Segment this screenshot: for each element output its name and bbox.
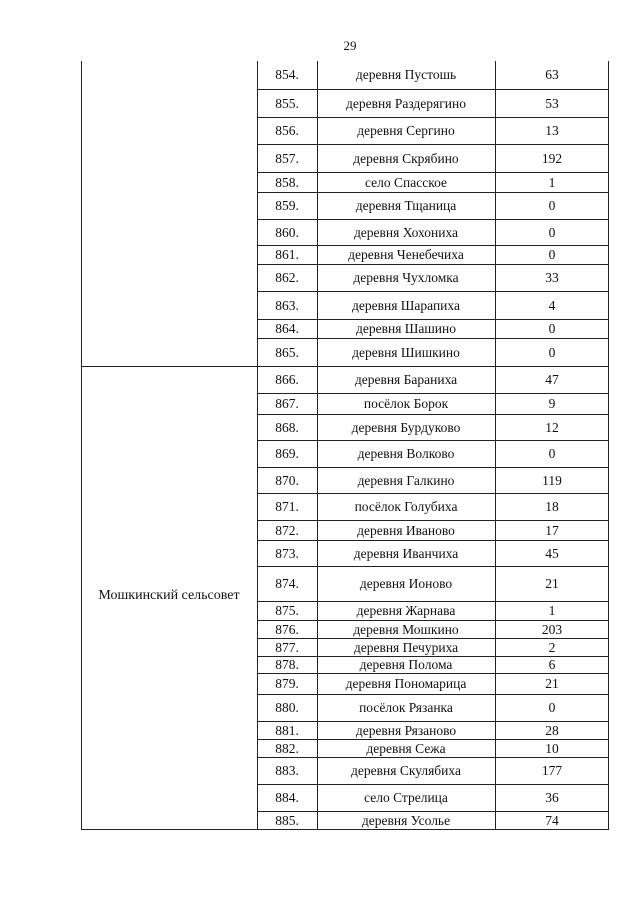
- table-row: [257, 811, 609, 830]
- table-row: [257, 291, 609, 319]
- row-number: 859.: [275, 198, 299, 213]
- settlement-name: деревня Пономарица: [345, 676, 467, 691]
- table-row: [257, 61, 609, 89]
- row-number: 858.: [275, 174, 299, 190]
- table-row: [257, 757, 609, 784]
- table-row: [257, 414, 609, 440]
- population-value: 63: [545, 67, 559, 82]
- row-number: 854.: [275, 67, 299, 82]
- settlement-name: деревня Чухломка: [353, 270, 459, 285]
- table-row: [257, 739, 609, 757]
- population-value: 47: [545, 372, 559, 387]
- row-number: 875.: [275, 603, 299, 618]
- table-left-border: [81, 61, 82, 830]
- settlement-name: деревня Шарапиха: [352, 297, 460, 313]
- settlement-name: деревня Бараниха: [354, 372, 458, 387]
- table-row: [257, 520, 609, 540]
- population-value: 18: [545, 499, 559, 514]
- settlement-name: деревня Рязаново: [355, 722, 457, 738]
- settlement-name: деревня Мошкино: [353, 621, 459, 637]
- table-row: [257, 89, 609, 117]
- population-value: 21: [545, 576, 559, 591]
- row-number: 862.: [275, 270, 299, 285]
- table-row: [257, 493, 609, 520]
- row-number: 869.: [275, 446, 299, 461]
- settlement-name: деревня Печуриха: [353, 639, 459, 655]
- row-number: 868.: [275, 419, 299, 435]
- settlement-name: деревня Скулябиха: [351, 763, 461, 778]
- row-number: 857.: [275, 150, 299, 166]
- row-number: 866.: [275, 372, 299, 387]
- settlement-name: село Спасское: [365, 174, 447, 190]
- population-value: 36: [545, 790, 559, 805]
- table-row: [257, 694, 609, 721]
- table-row: [257, 264, 609, 291]
- population-value: 0: [548, 224, 556, 240]
- settlement-name: посёлок Голубиха: [354, 499, 458, 514]
- population-value: 6: [548, 657, 556, 672]
- settlement-name: посёлок Рязанка: [359, 700, 453, 715]
- population-value: 2: [548, 639, 556, 655]
- population-value: 21: [545, 676, 559, 691]
- selsovet-divider: [81, 366, 257, 367]
- settlement-name: деревня Иваново: [357, 522, 455, 538]
- row-number: 882.: [275, 740, 299, 756]
- population-value: 74: [545, 813, 559, 828]
- settlement-name: деревня Скрябино: [353, 150, 459, 166]
- population-value: 17: [545, 522, 559, 538]
- row-number: 878.: [275, 657, 299, 672]
- row-number: 873.: [275, 545, 299, 561]
- settlement-name: деревня Ченебечиха: [348, 247, 464, 262]
- population-value: 10: [545, 740, 559, 756]
- settlement-name: деревня Шашино: [356, 321, 456, 336]
- table-row: [257, 245, 609, 264]
- settlement-name: деревня Волково: [357, 446, 455, 461]
- row-number: 872.: [275, 522, 299, 538]
- row-number: 876.: [275, 621, 299, 637]
- population-value: 0: [548, 247, 556, 262]
- table-row: [257, 673, 609, 694]
- table-row: [257, 319, 609, 338]
- row-number: 874.: [275, 576, 299, 591]
- row-number: 860.: [275, 224, 299, 240]
- settlement-name: деревня Сергино: [357, 123, 455, 138]
- settlement-name: деревня Бурдуково: [351, 419, 461, 435]
- table-row: [257, 656, 609, 673]
- population-value: 1: [548, 603, 556, 618]
- population-value: 4: [548, 297, 556, 313]
- table-row: [257, 721, 609, 739]
- table-row: [257, 366, 609, 393]
- table-row: [257, 620, 609, 638]
- population-value: 203: [541, 621, 563, 637]
- table-row: [257, 540, 609, 566]
- table-row: [257, 172, 609, 192]
- population-value: 53: [545, 95, 559, 111]
- population-value: 13: [545, 123, 559, 138]
- row-number: 867.: [275, 396, 299, 411]
- settlement-name: деревня Раздерягино: [346, 95, 466, 111]
- row-number: 864.: [275, 321, 299, 336]
- row-number: 885.: [275, 813, 299, 828]
- row-number: 856.: [275, 123, 299, 138]
- table-row: [257, 393, 609, 414]
- table-row: [257, 338, 609, 366]
- table-row: [257, 440, 609, 467]
- row-number: 880.: [275, 700, 299, 715]
- population-value: 28: [545, 722, 559, 738]
- table-row: [257, 638, 609, 656]
- population-value: 0: [548, 700, 556, 715]
- settlement-name: посёлок Борок: [363, 396, 449, 411]
- population-value: 12: [545, 419, 559, 435]
- row-number: 879.: [275, 676, 299, 691]
- settlement-name: деревня Жарнава: [356, 603, 456, 618]
- population-value: 0: [548, 344, 556, 360]
- row-number: 863.: [275, 297, 299, 313]
- population-value: 9: [548, 396, 556, 411]
- settlement-name: деревня Иванчиха: [353, 545, 459, 561]
- settlement-name: село Стрелица: [364, 790, 448, 805]
- table-bottom-border: [81, 829, 609, 830]
- population-value: 0: [548, 321, 556, 336]
- settlement-name: деревня Полома: [359, 657, 453, 672]
- settlement-name: деревня Хохониха: [353, 224, 459, 240]
- population-value: 0: [548, 198, 556, 213]
- population-value: 1: [548, 174, 556, 190]
- row-number: 883.: [275, 763, 299, 778]
- population-value: 0: [548, 446, 556, 461]
- row-number: 861.: [275, 247, 299, 262]
- table-row: [257, 117, 609, 144]
- row-number: 865.: [275, 344, 299, 360]
- row-number: 877.: [275, 639, 299, 655]
- population-value: 45: [545, 545, 559, 561]
- population-value: 33: [545, 270, 559, 285]
- table-row: [257, 192, 609, 219]
- row-number: 871.: [275, 499, 299, 514]
- settlement-name: деревня Пустошь: [355, 67, 457, 82]
- table-row: [257, 601, 609, 620]
- settlement-name: деревня Усолье: [361, 813, 451, 828]
- table-row: [257, 566, 609, 601]
- population-value: 177: [541, 763, 563, 778]
- row-number: 881.: [275, 722, 299, 738]
- settlement-name: деревня Тщаница: [355, 198, 457, 213]
- settlement-name: деревня Ионово: [359, 576, 453, 591]
- selsovet-name: Мошкинский сельсовет: [98, 588, 240, 603]
- row-number: 855.: [275, 95, 299, 111]
- settlements-table: [81, 61, 609, 830]
- table-row: [257, 219, 609, 245]
- population-value: 192: [541, 150, 563, 166]
- table-row: [257, 467, 609, 493]
- settlement-name: деревня Сежа: [366, 740, 446, 756]
- row-number: 870.: [275, 472, 299, 488]
- settlement-name: деревня Шишкино: [352, 344, 460, 360]
- table-row: [257, 144, 609, 172]
- row-number: 884.: [275, 790, 299, 805]
- settlement-name: деревня Галкино: [357, 472, 455, 488]
- table-row: [257, 784, 609, 811]
- page-number: 29: [343, 38, 357, 53]
- population-value: 119: [542, 472, 562, 488]
